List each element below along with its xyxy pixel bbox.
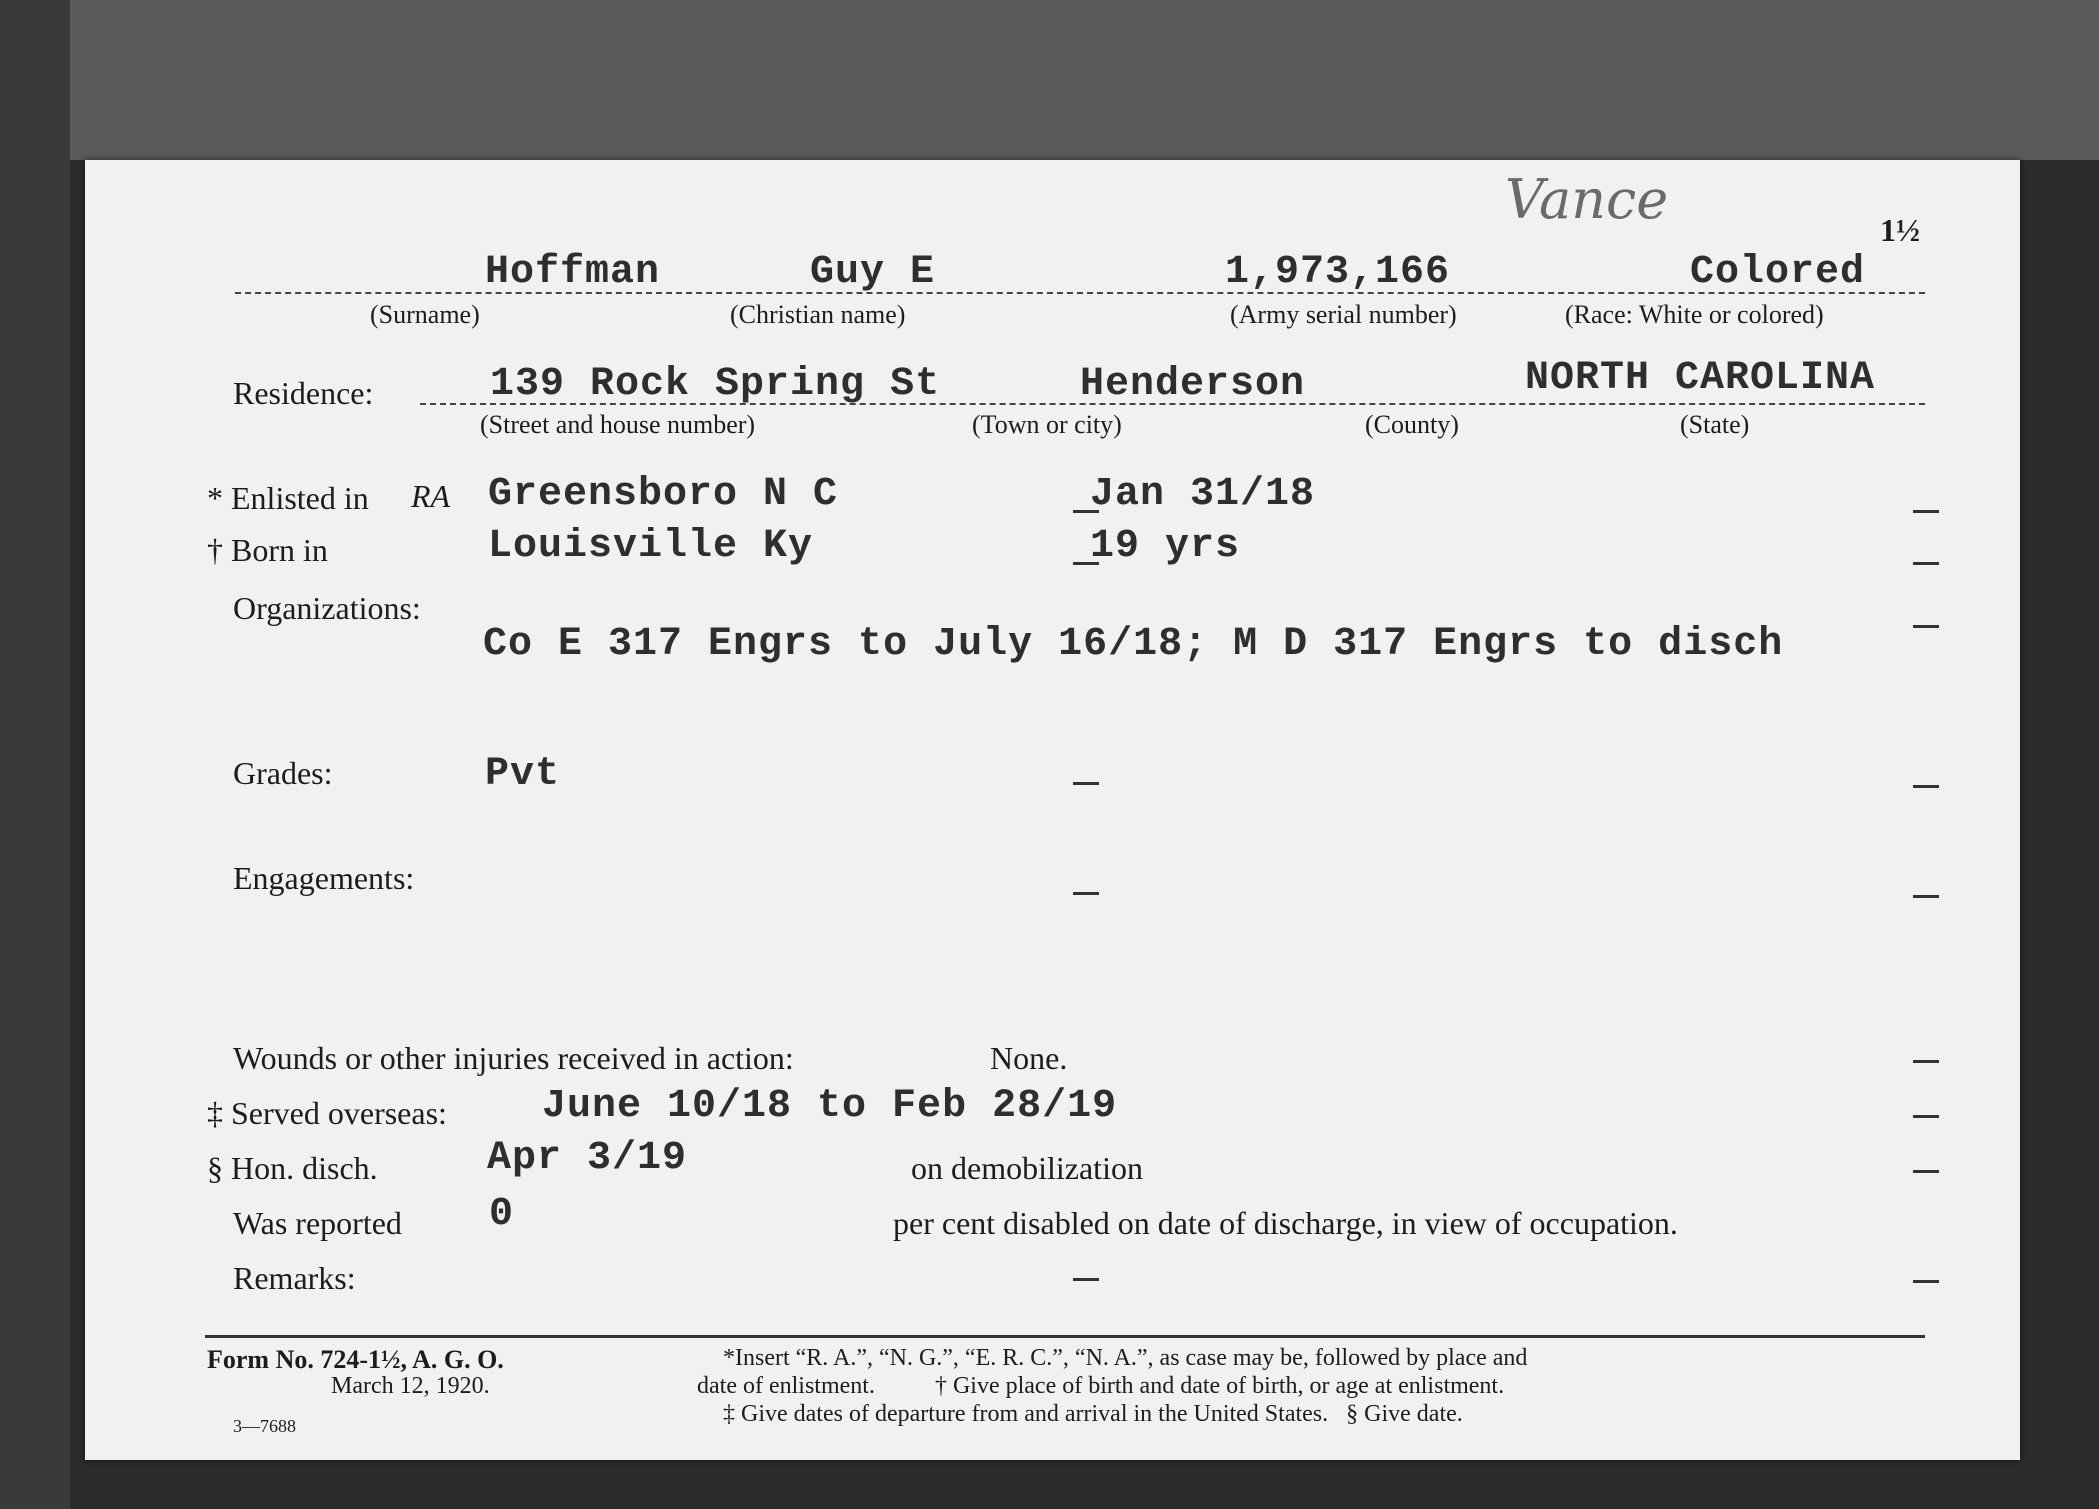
overseas-label: ‡ Served overseas:: [207, 1095, 447, 1131]
reported-label: Was reported: [233, 1205, 402, 1241]
form-corner-number: 1½: [1880, 212, 1920, 248]
remarks-end-mark: [1913, 1280, 1939, 1283]
overseas-end-mark: [1913, 1115, 1939, 1118]
caption-christian-name: (Christian name): [730, 300, 906, 329]
enlisted-end-mark: [1913, 510, 1939, 513]
grades-mid-mark: [1073, 782, 1099, 785]
grades-end-mark: [1913, 785, 1939, 788]
caption-county: (County): [1365, 410, 1459, 439]
caption-street: (Street and house number): [480, 410, 756, 439]
caption-town: (Town or city): [972, 410, 1122, 439]
reported-text: per cent disabled on date of discharge, in view of occupation.: [893, 1205, 1678, 1241]
state-value: NORTH CAROLINA: [1525, 356, 1876, 401]
town-value: Henderson: [1080, 362, 1306, 407]
wounds-end-mark: [1913, 1060, 1939, 1063]
residence-label: Residence:: [233, 375, 374, 411]
organizations-value: Co E 317 Engrs to July 16/18; M D 317 Engrs to disch: [483, 622, 1784, 667]
discharge-label: § Hon. disch.: [207, 1150, 378, 1186]
born-place: Louisville Ky: [488, 524, 814, 569]
form-number: Form No. 724-1½, A. G. O.: [207, 1345, 504, 1374]
grades-value: Pvt: [485, 752, 561, 797]
street-value: 139 Rock Spring St: [490, 362, 941, 407]
enlisted-component: RA: [411, 478, 451, 514]
discharge-end-mark: [1913, 1170, 1939, 1173]
wounds-value: None.: [990, 1040, 1068, 1076]
enlisted-label: * Enlisted in: [207, 480, 369, 516]
organizations-end-mark: [1913, 625, 1939, 628]
surname-value: Hoffman: [485, 250, 661, 295]
born-age: 19 yrs: [1090, 524, 1241, 569]
born-mid-mark: [1073, 562, 1099, 565]
engagements-end-mark: [1913, 895, 1939, 898]
residence-line: [420, 403, 1925, 405]
discharge-date: Apr 3/19: [487, 1136, 688, 1181]
remarks-mid-mark: [1073, 1278, 1099, 1281]
overseas-value: June 10/18 to Feb 28/19: [542, 1084, 1118, 1129]
race-value: Colored: [1690, 250, 1866, 295]
born-label: † Born in: [207, 532, 328, 568]
caption-serial-number: (Army serial number): [1230, 300, 1457, 329]
wounds-label: Wounds or other injuries received in action:: [233, 1040, 794, 1076]
enlisted-place: Greensboro N C: [488, 472, 839, 517]
caption-state: (State): [1680, 410, 1750, 439]
enlisted-date: Jan 31/18: [1090, 472, 1316, 517]
print-code: 3—7688: [233, 1416, 296, 1436]
organizations-label: Organizations:: [233, 590, 421, 626]
handwritten-note: Vance: [1505, 168, 1669, 231]
engagements-mid-mark: [1073, 892, 1099, 895]
enlisted-mid-mark: [1073, 510, 1099, 513]
christian-name-value: Guy E: [810, 250, 936, 295]
scan-background-left: [0, 0, 70, 1509]
engagements-label: Engagements:: [233, 860, 415, 896]
remarks-label: Remarks:: [233, 1260, 356, 1296]
grades-label: Grades:: [233, 755, 333, 791]
discharge-note: on demobilization: [911, 1150, 1143, 1186]
scan-background-top: [0, 0, 2099, 160]
footer-note-2: date of enlistment. † Give place of birth and date of birth, or age at enlistment.: [697, 1373, 1505, 1399]
record-card: [85, 160, 2020, 1460]
footer-note-1: *Insert “R. A.”, “N. G.”, “E. R. C.”, “N. A.”, as case may be, followed by place and: [723, 1345, 1528, 1371]
header-line: [235, 292, 1925, 294]
born-end-mark: [1913, 562, 1939, 565]
caption-surname: (Surname): [370, 300, 480, 329]
serial-number-value: 1,973,166: [1225, 250, 1451, 295]
footer-rule: [205, 1335, 1925, 1338]
caption-race: (Race: White or colored): [1565, 300, 1824, 329]
reported-value: 0: [489, 1192, 515, 1237]
form-date: March 12, 1920.: [331, 1373, 490, 1399]
footer-note-3: ‡ Give dates of departure from and arrival in the United States. § Give date.: [723, 1401, 1463, 1427]
